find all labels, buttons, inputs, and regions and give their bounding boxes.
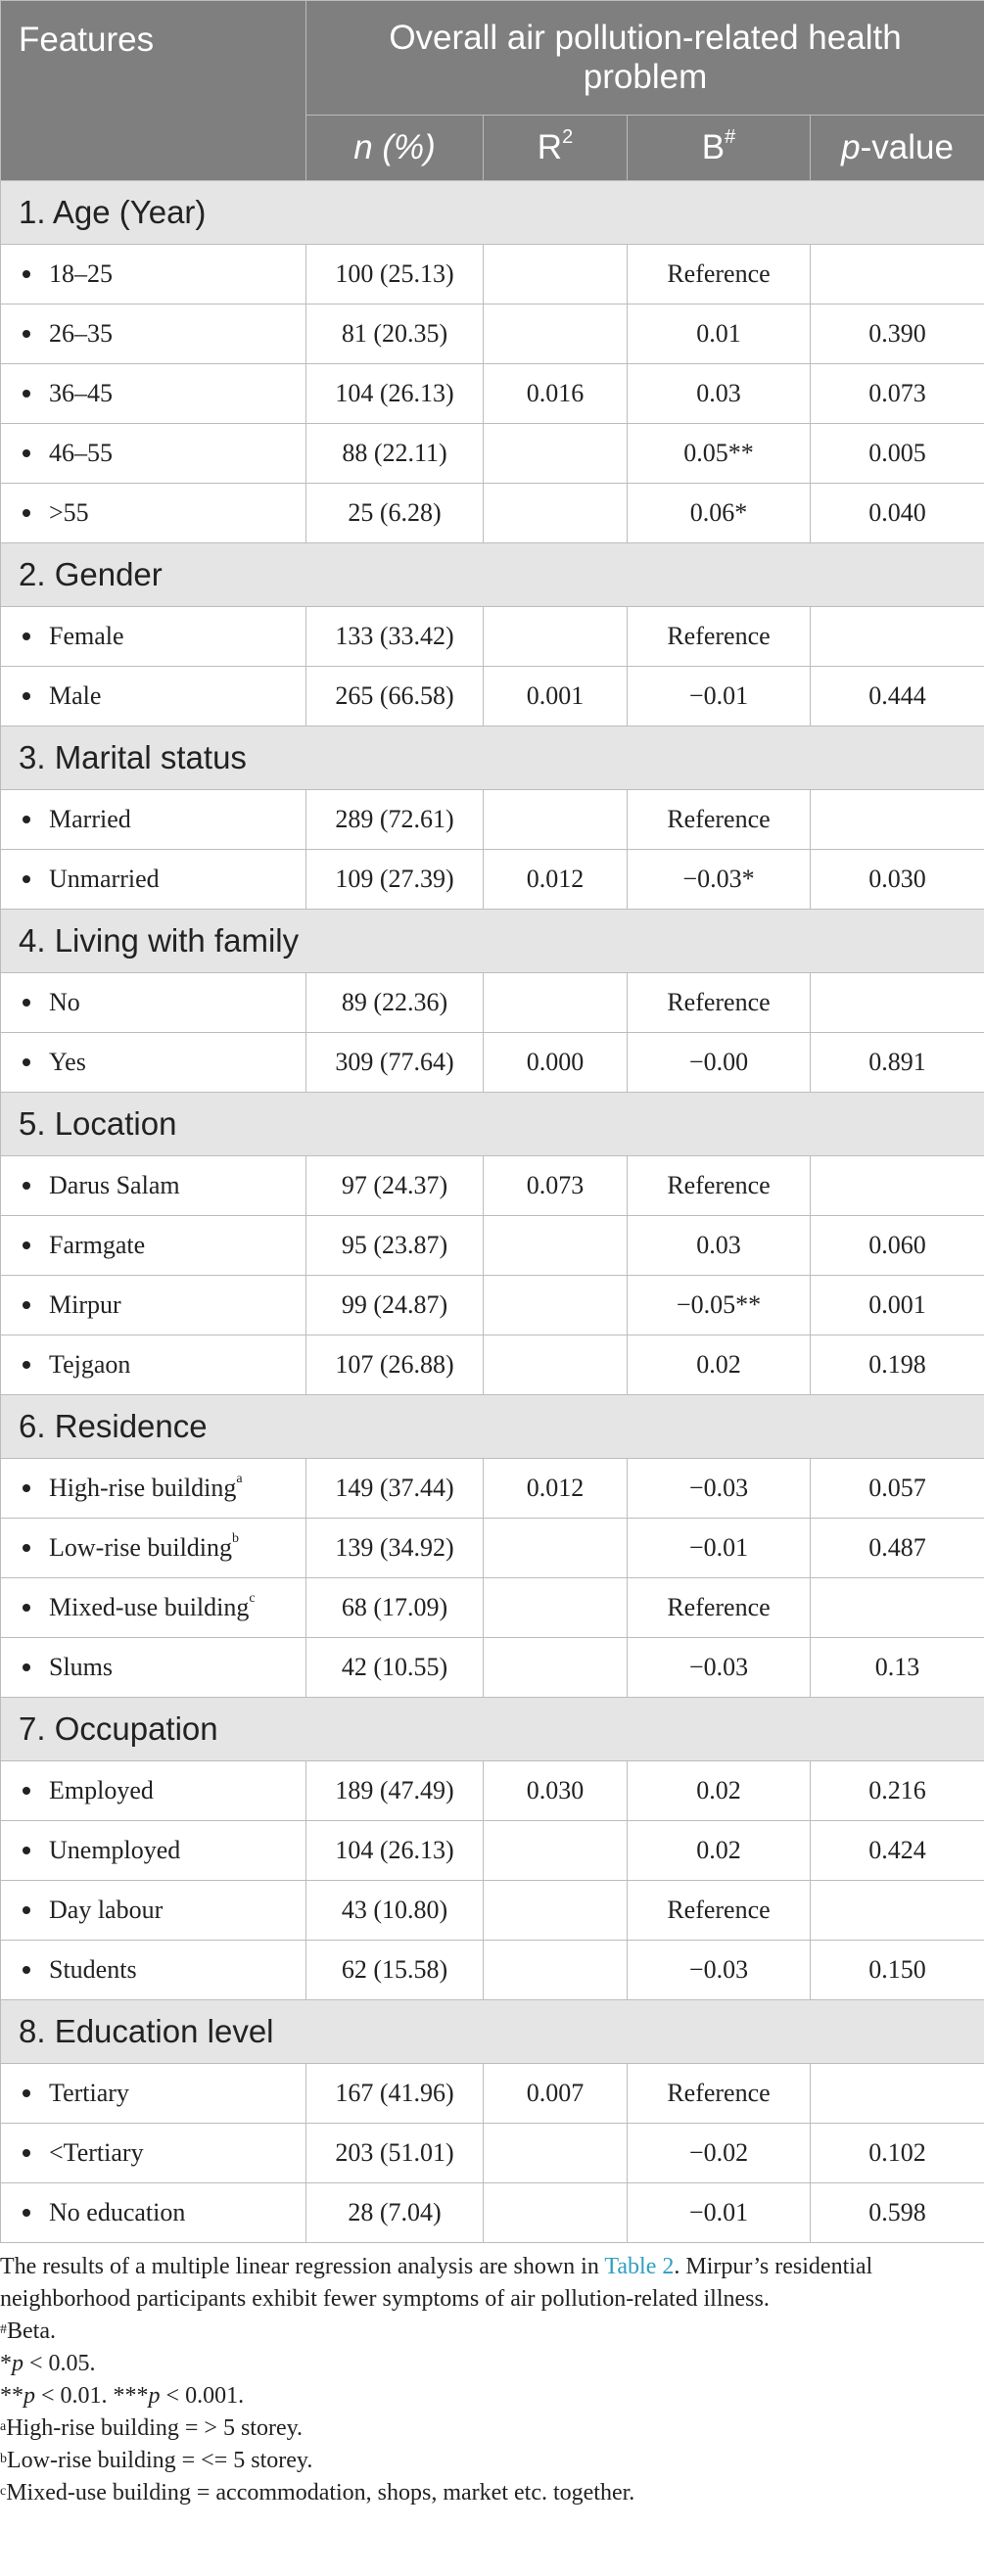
r-squared-cell [484, 1578, 628, 1638]
r-squared-cell [484, 1821, 628, 1881]
p-value-cell: 0.891 [811, 1033, 984, 1093]
bullet-icon [23, 270, 30, 278]
r-squared-cell [484, 2124, 628, 2183]
beta-cell: 0.03 [628, 1216, 811, 1276]
row-label-cell [1, 1276, 306, 1335]
n-percent-cell: 167 (41.96) [306, 2064, 484, 2124]
r-squared-cell [484, 304, 628, 364]
bullet-icon [23, 1906, 30, 1914]
beta-cell: Reference [628, 2064, 811, 2124]
beta-cell: −0.01 [628, 2183, 811, 2243]
row-label: No [49, 988, 80, 1016]
beta-cell: 0.02 [628, 1761, 811, 1821]
beta-cell: −0.02 [628, 2124, 811, 2183]
r-squared-cell: 0.007 [484, 2064, 628, 2124]
footnote-a-sup: a [0, 2419, 7, 2434]
header-n-percent [306, 116, 484, 181]
table-row [1, 850, 984, 910]
row-label: Employed [49, 1776, 154, 1804]
row-label: No education [49, 2198, 186, 2226]
table-header [1, 1, 984, 181]
bullet-icon [23, 1058, 30, 1066]
r-squared-cell [484, 484, 628, 543]
beta-cell: Reference [628, 790, 811, 850]
beta-cell: 0.02 [628, 1335, 811, 1395]
p05-rest: < 0.05. [23, 2351, 96, 2376]
row-label: >55 [49, 498, 89, 527]
footnote-c-text: Mixed-use building = accommodation, shops, market etc. together. [6, 2480, 635, 2506]
beta-cell: 0.02 [628, 1821, 811, 1881]
section-title: 4. Living with family [1, 910, 984, 973]
r-squared-cell [484, 1276, 628, 1335]
row-label: Unmarried [49, 865, 160, 893]
beta-cell: −0.05** [628, 1276, 811, 1335]
footnote-a [0, 2412, 984, 2445]
r-squared-cell [484, 1881, 628, 1941]
row-label: Low-rise building [49, 1533, 233, 1562]
bullet-icon [23, 1787, 30, 1795]
n-percent-cell: 109 (27.39) [306, 850, 484, 910]
bullet-icon [23, 875, 30, 883]
p05-stars: * [0, 2351, 12, 2376]
footnote-b-sup: b [0, 2452, 7, 2466]
n-percent-cell: 81 (20.35) [306, 304, 484, 364]
table-row [1, 790, 984, 850]
bullet-icon [23, 330, 30, 338]
row-label: 18–25 [49, 259, 113, 288]
section-title: 5. Location [1, 1093, 984, 1156]
row-label: Mirpur [49, 1290, 121, 1319]
bullet-icon [23, 390, 30, 398]
beta-cell: −0.03* [628, 850, 811, 910]
table-row [1, 1216, 984, 1276]
r-squared-cell [484, 973, 628, 1033]
row-label: Male [49, 681, 102, 710]
row-label-cell [1, 1821, 306, 1881]
section-title: 2. Gender [1, 543, 984, 607]
p-value-cell [811, 1578, 984, 1638]
section-header-row [1, 1395, 984, 1459]
r-squared-cell [484, 1638, 628, 1698]
bullet-icon [23, 2089, 30, 2097]
p-value-cell [811, 2064, 984, 2124]
table-row [1, 1033, 984, 1093]
beta-cell: 0.01 [628, 304, 811, 364]
table-row [1, 245, 984, 304]
p-value-cell [811, 973, 984, 1033]
p-value-cell [811, 245, 984, 304]
row-label: Married [49, 805, 131, 833]
n-percent-cell: 25 (6.28) [306, 484, 484, 543]
table-row [1, 1881, 984, 1941]
p-value-cell: 0.487 [811, 1519, 984, 1578]
p-value-cell: 0.005 [811, 424, 984, 484]
section-header-row [1, 181, 984, 245]
row-label-cell [1, 1459, 306, 1519]
p-value-cell: 0.150 [811, 1941, 984, 2000]
section-title: 3. Marital status [1, 726, 984, 790]
n-percent-cell: 289 (72.61) [306, 790, 484, 850]
row-label: Darus Salam [49, 1171, 180, 1199]
section-header-row [1, 1698, 984, 1761]
footnote-b [0, 2445, 984, 2477]
bullet-icon [23, 2149, 30, 2157]
n-percent-cell: 139 (34.92) [306, 1519, 484, 1578]
n-percent-cell: 133 (33.42) [306, 607, 484, 667]
table-notes [0, 2243, 984, 2509]
p-value-cell: 0.030 [811, 850, 984, 910]
section-header-row [1, 543, 984, 607]
bullet-icon [23, 1301, 30, 1309]
row-label-cell [1, 364, 306, 424]
beta-cell: −0.03 [628, 1459, 811, 1519]
r-squared-cell [484, 607, 628, 667]
row-label: Unemployed [49, 1836, 181, 1864]
p-value-cell [811, 1881, 984, 1941]
row-label: 36–45 [49, 379, 113, 407]
p001-rest: < 0.001. [160, 2383, 245, 2409]
r-squared-cell [484, 1216, 628, 1276]
p05-p: p [12, 2351, 23, 2376]
row-label-cell [1, 973, 306, 1033]
row-label-cell [1, 2183, 306, 2243]
table-row [1, 1459, 984, 1519]
footnote-b-text: Low-rise building = <= 5 storey. [7, 2448, 313, 2473]
row-label-cell [1, 245, 306, 304]
r-squared-cell [484, 790, 628, 850]
table-row [1, 2124, 984, 2183]
p-value-cell: 0.216 [811, 1761, 984, 1821]
table-row [1, 424, 984, 484]
row-label: Farmgate [49, 1231, 146, 1259]
row-label: Tertiary [49, 2079, 129, 2107]
table-row [1, 2064, 984, 2124]
row-label-cell [1, 484, 306, 543]
beta-cell: Reference [628, 1578, 811, 1638]
beta-cell: −0.03 [628, 1638, 811, 1698]
row-label-cell [1, 1578, 306, 1638]
row-label-cell [1, 850, 306, 910]
p01-mid: < 0.01. *** [35, 2383, 149, 2409]
row-label-cell [1, 790, 306, 850]
n-percent-cell: 309 (77.64) [306, 1033, 484, 1093]
p-value-cell: 0.424 [811, 1821, 984, 1881]
table-row [1, 1821, 984, 1881]
row-label: 46–55 [49, 439, 113, 467]
r-squared-cell: 0.012 [484, 1459, 628, 1519]
row-label-cell [1, 1216, 306, 1276]
p-value-cell [811, 1156, 984, 1216]
row-label: Day labour [49, 1896, 164, 1924]
beta-cell: −0.03 [628, 1941, 811, 2000]
table-row [1, 973, 984, 1033]
bullet-icon [23, 1966, 30, 1974]
footnote-c-sup: c [0, 2484, 7, 2499]
row-label-cell [1, 1335, 306, 1395]
section-title: 8. Education level [1, 2000, 984, 2064]
n-percent-cell: 28 (7.04) [306, 2183, 484, 2243]
table-row [1, 667, 984, 726]
row-label-cell [1, 1761, 306, 1821]
header-beta [628, 116, 811, 181]
footnote-c [0, 2477, 984, 2509]
p-value-cell [811, 607, 984, 667]
bullet-icon [23, 1847, 30, 1854]
bullet-icon [23, 816, 30, 823]
bullet-icon [23, 1663, 30, 1671]
bullet-icon [23, 1241, 30, 1249]
p05-note [0, 2348, 984, 2380]
p-value-cell: 0.444 [811, 667, 984, 726]
p001-p: p [148, 2383, 161, 2409]
r-squared-cell [484, 1519, 628, 1578]
row-label: Yes [49, 1048, 86, 1076]
n-percent-cell: 89 (22.36) [306, 973, 484, 1033]
row-label: <Tertiary [49, 2138, 144, 2167]
bullet-icon [23, 1361, 30, 1369]
row-label: Female [49, 622, 124, 650]
row-label: Tejgaon [49, 1350, 131, 1379]
beta-cell: Reference [628, 973, 811, 1033]
p-value-cell: 0.198 [811, 1335, 984, 1395]
header-p-rest: -value [860, 128, 954, 166]
header-r-squared [484, 116, 628, 181]
table-row [1, 484, 984, 543]
p01-stars: ** [0, 2383, 23, 2409]
row-label-footnote-mark: b [232, 1531, 240, 1546]
beta-cell: −0.01 [628, 667, 811, 726]
p-value-cell: 0.073 [811, 364, 984, 424]
r-squared-cell [484, 1335, 628, 1395]
row-label: Slums [49, 1653, 114, 1681]
table-row [1, 1276, 984, 1335]
r-squared-cell: 0.001 [484, 667, 628, 726]
header-p-italic: p [841, 128, 861, 166]
r-squared-cell: 0.073 [484, 1156, 628, 1216]
n-percent-cell: 100 (25.13) [306, 245, 484, 304]
header-n-percent-text: n (%) [353, 128, 436, 166]
r-squared-cell [484, 1941, 628, 2000]
summary-note [0, 2251, 984, 2316]
p-value-cell: 0.598 [811, 2183, 984, 2243]
row-label: Mixed-use building [49, 1593, 250, 1621]
n-percent-cell: 42 (10.55) [306, 1638, 484, 1698]
beta-note-text: Beta. [7, 2318, 56, 2344]
p-value-cell: 0.060 [811, 1216, 984, 1276]
header-r-text: R [537, 128, 563, 166]
r-squared-cell [484, 2183, 628, 2243]
beta-cell: Reference [628, 1156, 811, 1216]
r-squared-cell: 0.030 [484, 1761, 628, 1821]
row-label-cell [1, 2064, 306, 2124]
section-title: 6. Residence [1, 1395, 984, 1459]
p-value-cell: 0.102 [811, 2124, 984, 2183]
row-label-cell [1, 304, 306, 364]
row-label-cell [1, 2124, 306, 2183]
n-percent-cell: 189 (47.49) [306, 1761, 484, 1821]
beta-cell: Reference [628, 1881, 811, 1941]
r-squared-cell: 0.000 [484, 1033, 628, 1093]
n-percent-cell: 43 (10.80) [306, 1881, 484, 1941]
p-value-cell: 0.057 [811, 1459, 984, 1519]
beta-cell: 0.05** [628, 424, 811, 484]
bullet-icon [23, 999, 30, 1007]
beta-note [0, 2316, 984, 2348]
table-row [1, 1761, 984, 1821]
p-value-cell: 0.001 [811, 1276, 984, 1335]
n-percent-cell: 265 (66.58) [306, 667, 484, 726]
section-header-row [1, 910, 984, 973]
table-row [1, 1941, 984, 2000]
table-row [1, 1335, 984, 1395]
n-percent-cell: 97 (24.37) [306, 1156, 484, 1216]
table-row [1, 607, 984, 667]
n-percent-cell: 62 (15.58) [306, 1941, 484, 2000]
row-label: Students [49, 1955, 137, 1984]
beta-note-sup: # [0, 2322, 7, 2337]
row-label-footnote-mark: c [249, 1591, 256, 1606]
header-r-sup: 2 [562, 126, 574, 148]
bullet-icon [23, 1182, 30, 1190]
section-title: 7. Occupation [1, 1698, 984, 1761]
p01-note [0, 2380, 984, 2412]
bullet-icon [23, 2209, 30, 2217]
table-row [1, 1519, 984, 1578]
bullet-icon [23, 1604, 30, 1612]
n-percent-cell: 104 (26.13) [306, 1821, 484, 1881]
table-row [1, 1156, 984, 1216]
section-title: 1. Age (Year) [1, 181, 984, 245]
summary-text-after: . Mirpur’s residential neighborhood participants exhibit fewer symptoms of air pollution-related illness. [0, 2254, 873, 2312]
row-label: High-rise building [49, 1474, 237, 1502]
row-label-cell [1, 1638, 306, 1698]
row-label-cell [1, 607, 306, 667]
row-label-cell [1, 1156, 306, 1216]
row-label-footnote-mark: a [236, 1472, 243, 1486]
header-b-text: B [701, 128, 726, 166]
bullet-icon [23, 509, 30, 517]
table-row [1, 1578, 984, 1638]
r-squared-cell: 0.012 [484, 850, 628, 910]
header-features: Features [1, 1, 306, 181]
section-header-row [1, 2000, 984, 2064]
table-row [1, 1638, 984, 1698]
header-overall-problem: Overall air pollution-related health problem [306, 1, 984, 116]
beta-cell: 0.06* [628, 484, 811, 543]
row-label-cell [1, 1941, 306, 2000]
row-label: 26–35 [49, 319, 113, 348]
bullet-icon [23, 1484, 30, 1492]
row-label-cell [1, 1881, 306, 1941]
beta-cell: Reference [628, 607, 811, 667]
row-label-cell [1, 1519, 306, 1578]
bullet-icon [23, 692, 30, 700]
n-percent-cell: 107 (26.88) [306, 1335, 484, 1395]
n-percent-cell: 104 (26.13) [306, 364, 484, 424]
r-squared-cell [484, 245, 628, 304]
header-p-value [811, 116, 984, 181]
p-value-cell: 0.040 [811, 484, 984, 543]
p-value-cell: 0.390 [811, 304, 984, 364]
n-percent-cell: 95 (23.87) [306, 1216, 484, 1276]
r-squared-cell: 0.016 [484, 364, 628, 424]
footnote-a-text: High-rise building = > 5 storey. [6, 2415, 304, 2441]
row-label-cell [1, 667, 306, 726]
bullet-icon [23, 449, 30, 457]
beta-cell: −0.00 [628, 1033, 811, 1093]
table-body [1, 181, 984, 2243]
n-percent-cell: 68 (17.09) [306, 1578, 484, 1638]
summary-text-before: The results of a multiple linear regression analysis are shown in [0, 2254, 605, 2279]
bullet-icon [23, 1544, 30, 1552]
beta-cell: −0.01 [628, 1519, 811, 1578]
section-header-row [1, 1093, 984, 1156]
n-percent-cell: 99 (24.87) [306, 1276, 484, 1335]
section-header-row [1, 726, 984, 790]
n-percent-cell: 203 (51.01) [306, 2124, 484, 2183]
table-row [1, 364, 984, 424]
p-value-cell: 0.13 [811, 1638, 984, 1698]
n-percent-cell: 88 (22.11) [306, 424, 484, 484]
table-row [1, 304, 984, 364]
n-percent-cell: 149 (37.44) [306, 1459, 484, 1519]
p-value-cell [811, 790, 984, 850]
row-label-cell [1, 1033, 306, 1093]
table-2-link[interactable]: Table 2 [604, 2254, 675, 2279]
row-label-cell [1, 424, 306, 484]
p01-p: p [23, 2383, 35, 2409]
beta-cell: 0.03 [628, 364, 811, 424]
header-b-sup: # [725, 126, 736, 148]
r-squared-cell [484, 424, 628, 484]
bullet-icon [23, 632, 30, 640]
table-row [1, 2183, 984, 2243]
beta-cell: Reference [628, 245, 811, 304]
